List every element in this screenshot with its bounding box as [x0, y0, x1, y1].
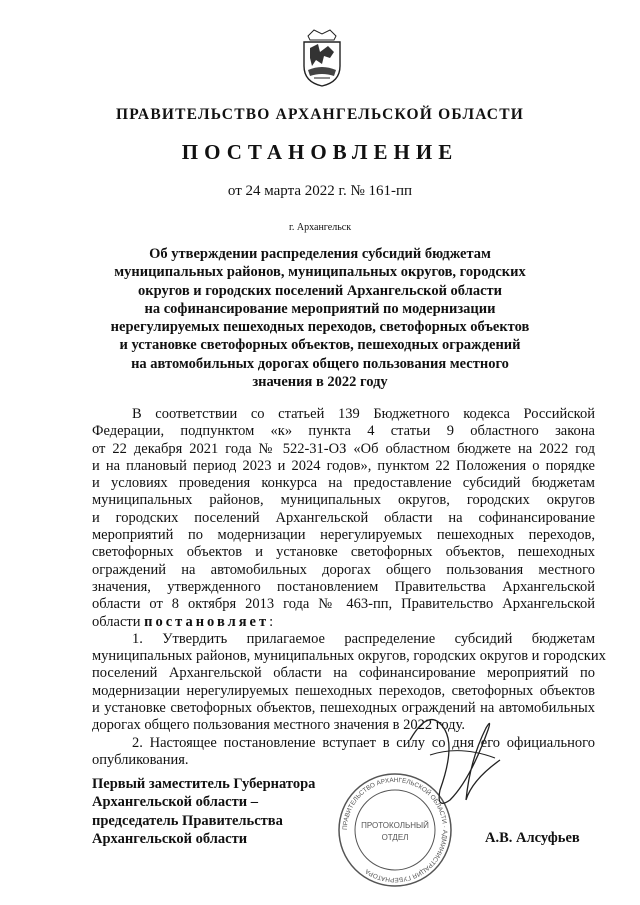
item-1-line: и установке светофорных объектов, пешеходных ограждений на автомобильных: [92, 700, 595, 717]
resolve-word: постановляет: [144, 613, 270, 630]
body-line: светофорных объектов и установке светофорных объектов, пешеходных: [92, 544, 595, 561]
body-line: значения, утвержденного постановлением Правительства Архангельской: [92, 578, 595, 595]
title-line: нерегулируемых пешеходных переходов, светофорных объектов: [110, 319, 530, 336]
stamp-inner-text-1: ПРОТОКОЛЬНЫЙ: [361, 821, 429, 830]
body-line: и условиях проведения конкурса на предоставление субсидий бюджетам: [92, 475, 595, 492]
position-line: председатель Правительства: [92, 812, 283, 829]
document-type: ПОСТАНОВЛЕНИЕ: [181, 140, 459, 164]
body-line: Федерации, подпунктом «к» пункта 4 статьи 9 областного закона: [92, 423, 595, 440]
position-line: Архангельской области –: [92, 794, 258, 811]
title-line: значения в 2022 году: [252, 374, 388, 391]
title-line: округов и городских поселений Архангельской области: [137, 282, 502, 299]
item-2-line: опубликования.: [92, 751, 189, 768]
position-line: Архангельской области: [92, 830, 248, 847]
item-2-line: 2. Настоящее постановление вступает в силу со дня его официального: [132, 734, 595, 751]
body-line: В соответствии со статьей 139 Бюджетного кодекса Российской: [132, 406, 595, 422]
title-line: и установке светофорных объектов, пешеходных ограждений: [119, 337, 521, 354]
title-line: Об утверждении распределения субсидий бюджетам: [149, 246, 491, 262]
item-1-line: муниципальных районов, муниципальных округов, городских округов и городских: [92, 648, 606, 665]
signer-name: А.В. Алсуфьев: [485, 830, 580, 846]
government-name: ПРАВИТЕЛЬСТВО АРХАНГЕЛЬСКОЙ ОБЛАСТИ: [115, 106, 524, 123]
document-date: от 24 марта 2022 г. № 161-пп: [227, 183, 413, 199]
body-line: ограждений на автомобильных дорогах общего пользования местного: [92, 561, 595, 578]
item-1-line: 1. Утвердить прилагаемое распределение субсидий бюджетам: [132, 630, 595, 647]
resolve-line: [92, 614, 595, 631]
body-line: от 22 декабря 2021 года № 522-31-ОЗ «Об областном бюджете на 2022 год: [92, 440, 595, 457]
body-line: муниципальных районов, муниципальных округов, городских округов: [92, 492, 595, 509]
document-city: г. Архангельск: [288, 222, 352, 233]
body-line: мероприятий по модернизации нерегулируемых пешеходных переходов,: [92, 527, 595, 544]
stamp-inner-text-2: ОТДЕЛ: [381, 833, 409, 842]
arkhangelsk-coat-of-arms-icon: [300, 26, 344, 88]
item-1-line: поселений Архангельской области на софинансирование мероприятий по: [92, 665, 595, 682]
body-line: и на плановый период 2023 и 2024 годов», пунктом 22 Положения о порядке: [92, 457, 595, 474]
title-line: на софинансирование мероприятий по модернизации: [144, 300, 496, 317]
signatory-position: [92, 775, 352, 848]
stamp-outer-text: ПРАВИТЕЛЬСТВО АРХАНГЕЛЬСКОЙ ОБЛАСТИ · АДМИНИСТРАЦИЯ ГУБЕРНАТОРА: [341, 776, 449, 884]
document-body: [92, 406, 606, 769]
title-line: муниципальных районов, муниципальных округов, городских: [114, 264, 526, 281]
document-title: [100, 245, 540, 391]
item-1-line: дорогах общего пользования местного значения в 2022 году.: [92, 717, 465, 734]
body-line: и городских поселений Архангельской области на софинансирование: [92, 509, 595, 526]
body-line: области от 8 октября 2013 года № 463-пп, Правительство Архангельской: [92, 596, 595, 613]
item-1-line: модернизации нерегулируемых пешеходных переходов, светофорных объектов: [92, 682, 595, 699]
resolve-suffix: :: [269, 613, 274, 630]
handwritten-signature: [400, 700, 510, 820]
position-line: Первый заместитель Губернатора: [92, 776, 316, 792]
resolve-prefix: области: [92, 613, 145, 630]
title-line: на автомобильных дорогах общего пользования местного: [131, 355, 509, 372]
